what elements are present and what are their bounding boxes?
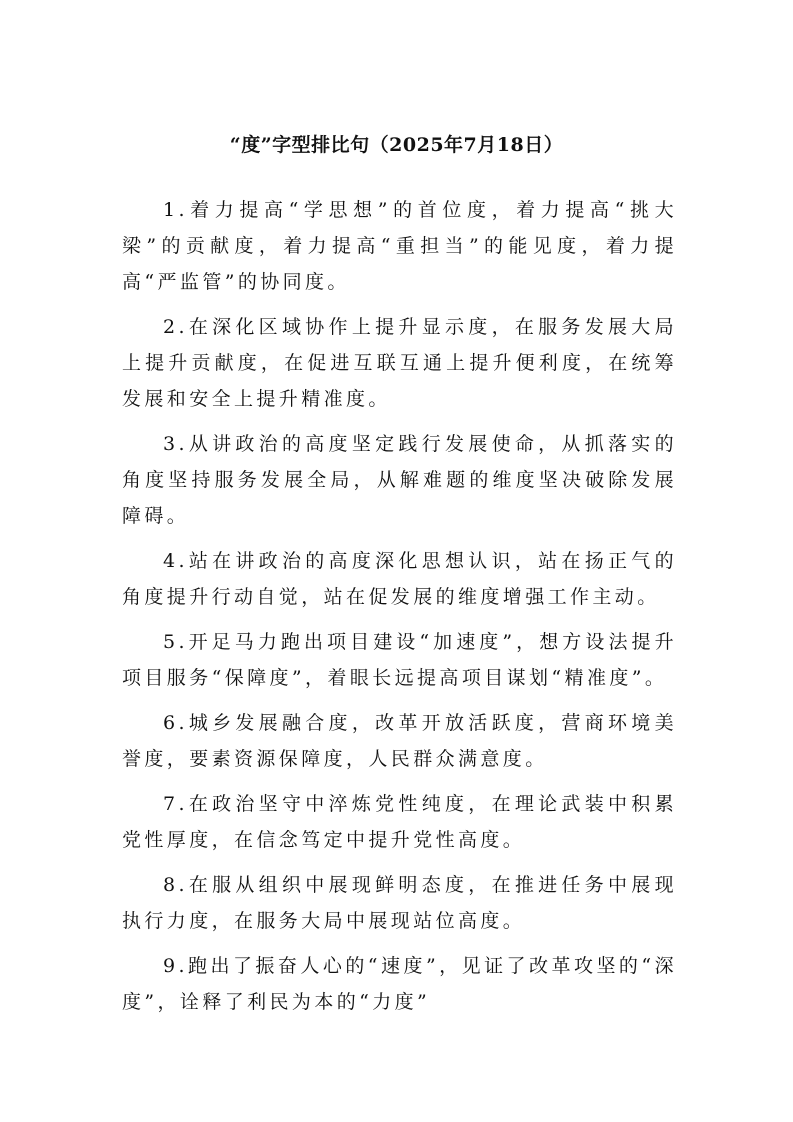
paragraph-9: 9.跑出了振奋人心的“速度”，见证了改革攻坚的“深度”，诠释了利民为本的“力度” <box>122 955 677 1013</box>
document-title: “度”字型排比句（2025年7月18日） <box>229 134 564 156</box>
document-body <box>122 192 677 1029</box>
paragraph-5: 5.开足马力跑出项目建设“加速度”，想方设法提升项目服务“保障度”，着眼长远提高项目谋划“精准度”。 <box>122 631 677 689</box>
paragraph-1: 1.着力提高“学思想”的首位度，着力提高“挑大梁”的贡献度，着力提高“重担当”的能见度，着力提高“严监管”的协同度。 <box>122 199 677 293</box>
paragraph-8: 8.在服从组织中展现鲜明态度，在推进任务中展现执行力度，在服务大局中展现站位高度。 <box>122 874 677 932</box>
paragraph-2: 2.在深化区域协作上提升显示度，在服务发展大局上提升贡献度，在促进互联互通上提升便利度，在统筹发展和安全上提升精准度。 <box>122 316 677 410</box>
paragraph-4: 4.站在讲政治的高度深化思想认识，站在扬正气的角度提升行动自觉，站在促发展的维度增强工作主动。 <box>122 550 677 608</box>
paragraph-6: 6.城乡发展融合度，改革开放活跃度，营商环境美誉度，要素资源保障度，人民群众满意度。 <box>122 712 677 770</box>
paragraph-3: 3.从讲政治的高度坚定践行发展使命，从抓落实的角度坚持服务发展全局，从解难题的维度坚决破除发展障碍。 <box>122 433 677 527</box>
paragraph-7: 7.在政治坚守中淬炼党性纯度，在理论武装中积累党性厚度，在信念笃定中提升党性高度。 <box>122 793 677 851</box>
